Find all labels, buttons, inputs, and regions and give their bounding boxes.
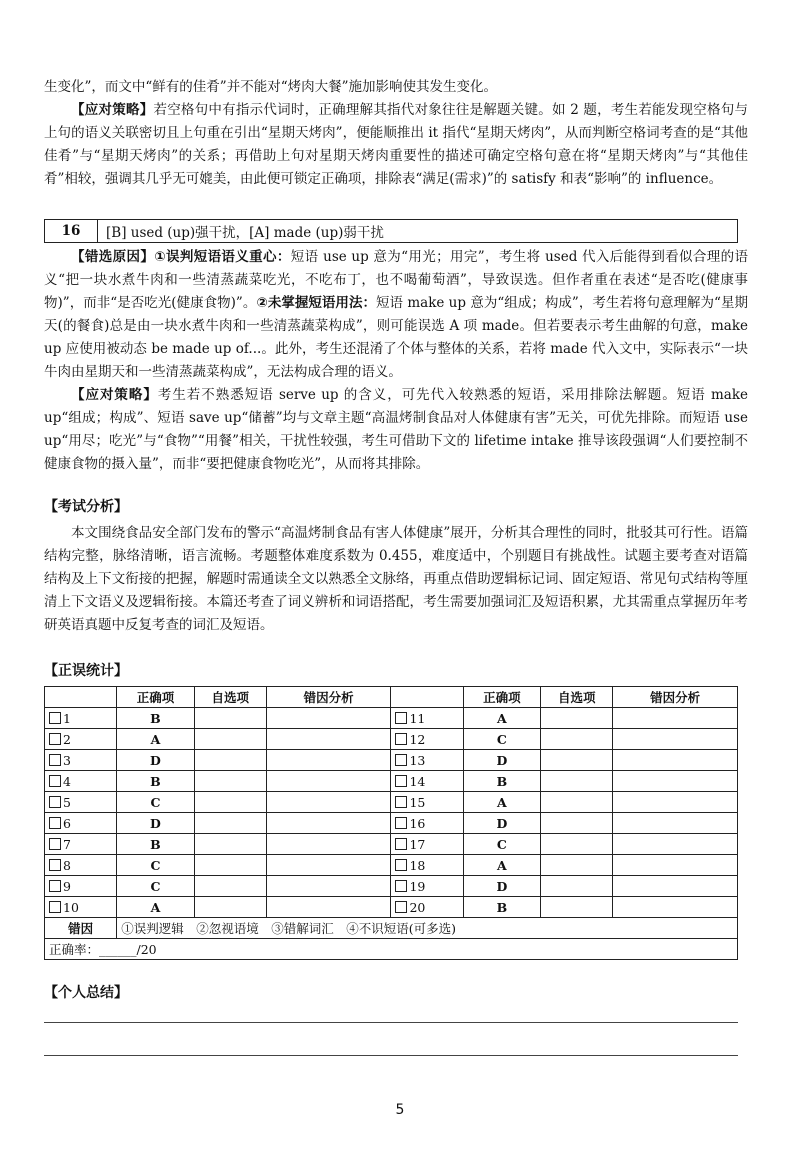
error-analysis-cell[interactable] xyxy=(266,855,391,876)
question-cell: 13 xyxy=(391,750,463,771)
checkbox[interactable] xyxy=(395,733,407,745)
strategy-paragraph xyxy=(44,99,748,191)
correct-answer: D xyxy=(117,813,194,834)
question-answer: [B] used (up)强干扰，[A] made (up)弱干扰 xyxy=(106,225,384,241)
checkbox[interactable] xyxy=(49,901,61,913)
self-answer-cell[interactable] xyxy=(194,750,266,771)
correct-answer: D xyxy=(463,876,540,897)
accuracy-label: 正确率：______/20 xyxy=(45,939,738,960)
table-row xyxy=(45,876,738,897)
error-analysis-cell[interactable] xyxy=(613,708,738,729)
self-answer-cell[interactable] xyxy=(541,708,613,729)
error-analysis-cell[interactable] xyxy=(613,876,738,897)
correct-answer: A xyxy=(463,792,540,813)
summary-line-2 xyxy=(44,1055,738,1056)
error-cause-row xyxy=(45,918,738,939)
error-analysis-cell[interactable] xyxy=(266,792,391,813)
checkbox[interactable] xyxy=(49,796,61,808)
correct-answer: B xyxy=(117,708,194,729)
correct-answer: C xyxy=(463,834,540,855)
correct-answer: A xyxy=(463,708,540,729)
table-row xyxy=(45,771,738,792)
question-cell: 20 xyxy=(391,897,463,918)
error-label: 【错选原因】 xyxy=(71,249,155,265)
checkbox[interactable] xyxy=(395,712,407,724)
question-cell: 16 xyxy=(391,813,463,834)
question-cell: 15 xyxy=(391,792,463,813)
strategy-text: 若空格句中有指示代词时，正确理解其指代对象往往是解题关键。如 2 题，考生若能发现空格句与上句的语义关联密切且上句重在引出“星期天烤肉”，便能顺推出 it 指代“星期天烤肉”，从而判断空格词考查的是“其他佳肴”与“星期天烤肉”的关系；再借助上句对星期天烤肉重要性的描述可确定空格句意在将“星期天烤肉”与“其他佳肴”相较，强调其几乎无可媲美，由此便可锁定正确项，排除表“满足(需求)”的 satisfy 和表“影响”的 influence。 xyxy=(44,102,749,187)
self-answer-cell[interactable] xyxy=(541,729,613,750)
correct-answer: C xyxy=(117,876,194,897)
correct-answer: B xyxy=(463,771,540,792)
checkbox[interactable] xyxy=(395,817,407,829)
checkbox[interactable] xyxy=(395,859,407,871)
self-answer-cell[interactable] xyxy=(541,897,613,918)
correct-answer: D xyxy=(463,750,540,771)
tally-header-row xyxy=(45,687,738,708)
table-row xyxy=(45,750,738,771)
question-cell: 14 xyxy=(391,771,463,792)
analysis-text: 本文围绕食品安全部门发布的警示“高温烤制食品有害人体健康”展开，分析其合理性的同时，批驳其可行性。语篇结构完整，脉络清晰，语言流畅。考题整体难度系数为 0.455，难度适中，个别题目有挑战性。试题主要考查对语篇结构及上下文衔接的把握，解题时需通读全文以熟悉全文脉络，再重点借助逻辑标记词、固定短语、常见句式结构等厘清上下文语义及逻辑衔接。本篇还考查了词义辨析和词语搭配，考生需要加强词汇及短语积累，尤其需重点掌握历年考研英语真题中反复考查的词汇及短语。 xyxy=(44,525,748,633)
error-analysis-cell[interactable] xyxy=(613,834,738,855)
table-row xyxy=(45,813,738,834)
point2-label: ②未掌握短语用法： xyxy=(256,295,376,311)
header-correct-left: 正确项 xyxy=(117,687,194,708)
question-cell: 6 xyxy=(45,813,117,834)
question-cell: 4 xyxy=(45,771,117,792)
error-analysis-cell[interactable] xyxy=(613,792,738,813)
error-analysis-cell[interactable] xyxy=(613,855,738,876)
correct-answer: D xyxy=(463,813,540,834)
error-analysis-cell[interactable] xyxy=(266,813,391,834)
question-cell: 11 xyxy=(391,708,463,729)
self-answer-cell[interactable] xyxy=(541,771,613,792)
question-cell: 10 xyxy=(45,897,117,918)
error-analysis-cell[interactable] xyxy=(613,813,738,834)
question-cell: 18 xyxy=(391,855,463,876)
header-correct-right: 正确项 xyxy=(463,687,540,708)
error-cause-options: ①误判逻辑 ②忽视语境 ③错解词汇 ④不识短语(可多选) xyxy=(117,918,738,939)
checkbox[interactable] xyxy=(49,880,61,892)
checkbox[interactable] xyxy=(395,775,407,787)
question-cell: 17 xyxy=(391,834,463,855)
self-answer-cell[interactable] xyxy=(541,876,613,897)
question-cell: 7 xyxy=(45,834,117,855)
header-error-left: 错因分析 xyxy=(266,687,391,708)
tally-table xyxy=(44,686,738,960)
page-number: 5 xyxy=(395,1102,405,1118)
self-answer-cell[interactable] xyxy=(194,708,266,729)
correct-answer: B xyxy=(117,834,194,855)
correct-answer: A xyxy=(463,855,540,876)
self-answer-cell[interactable] xyxy=(194,729,266,750)
self-answer-cell[interactable] xyxy=(194,792,266,813)
correct-answer: C xyxy=(117,855,194,876)
error-analysis-cell[interactable] xyxy=(266,834,391,855)
checkbox[interactable] xyxy=(395,838,407,850)
correct-answer: D xyxy=(117,750,194,771)
point1-label: ①误判短语语义重心： xyxy=(154,249,291,265)
self-answer-cell[interactable] xyxy=(541,750,613,771)
self-answer-cell[interactable] xyxy=(194,897,266,918)
error-analysis-cell[interactable] xyxy=(266,771,391,792)
checkbox[interactable] xyxy=(49,817,61,829)
header-error-right: 错因分析 xyxy=(613,687,738,708)
summary-heading: 【个人总结】 xyxy=(44,985,128,1001)
self-answer-cell[interactable] xyxy=(541,855,613,876)
error-analysis-cell[interactable] xyxy=(266,708,391,729)
question-number: 16 xyxy=(45,220,98,242)
header-self-left: 自选项 xyxy=(194,687,266,708)
self-answer-cell[interactable] xyxy=(194,771,266,792)
table-row xyxy=(45,708,738,729)
analysis-heading: 【考试分析】 xyxy=(44,499,128,515)
table-row xyxy=(45,792,738,813)
checkbox[interactable] xyxy=(395,754,407,766)
accuracy-row xyxy=(45,939,738,960)
correct-answer: C xyxy=(117,792,194,813)
checkbox[interactable] xyxy=(395,901,407,913)
correct-answer: B xyxy=(117,771,194,792)
correct-answer: A xyxy=(117,729,194,750)
question-cell: 3 xyxy=(45,750,117,771)
question-cell: 19 xyxy=(391,876,463,897)
strategy2-label: 【应对策略】 xyxy=(71,387,158,403)
error-analysis-cell[interactable] xyxy=(613,750,738,771)
checkbox[interactable] xyxy=(49,859,61,871)
self-answer-cell[interactable] xyxy=(194,834,266,855)
error-analysis-cell[interactable] xyxy=(613,897,738,918)
self-answer-cell[interactable] xyxy=(194,876,266,897)
checkbox[interactable] xyxy=(49,838,61,850)
error-analysis-cell[interactable] xyxy=(266,897,391,918)
error-analysis-cell[interactable] xyxy=(266,876,391,897)
stats-heading: 【正误统计】 xyxy=(44,663,128,679)
checkbox[interactable] xyxy=(395,880,407,892)
top-paragraph xyxy=(44,76,748,191)
table-row xyxy=(45,729,738,750)
error-paragraph xyxy=(44,246,748,476)
table-row xyxy=(45,834,738,855)
table-row xyxy=(45,897,738,918)
self-answer-cell[interactable] xyxy=(541,813,613,834)
question-cell: 9 xyxy=(45,876,117,897)
continuation-line: 生变化”，而文中“鲜有的佳肴”并不能对“烤肉大餐”施加影响使其发生变化。 xyxy=(44,79,498,95)
correct-answer: B xyxy=(463,897,540,918)
self-answer-cell[interactable] xyxy=(194,855,266,876)
question-16-box xyxy=(44,219,738,243)
question-cell: 8 xyxy=(45,855,117,876)
checkbox[interactable] xyxy=(49,712,61,724)
summary-line-1 xyxy=(44,1022,738,1023)
checkbox[interactable] xyxy=(49,775,61,787)
question-cell: 1 xyxy=(45,708,117,729)
question-cell: 2 xyxy=(45,729,117,750)
self-answer-cell[interactable] xyxy=(541,834,613,855)
error-analysis-cell[interactable] xyxy=(613,729,738,750)
checkbox[interactable] xyxy=(395,796,407,808)
header-self-right: 自选项 xyxy=(541,687,613,708)
strategy-label: 【应对策略】 xyxy=(71,102,154,118)
checkbox[interactable] xyxy=(49,733,61,745)
error-analysis-cell[interactable] xyxy=(266,750,391,771)
self-answer-cell[interactable] xyxy=(194,813,266,834)
correct-answer: C xyxy=(463,729,540,750)
point2-text: 短语 make up 意为“组成；构成”，考生若将句意理解为“星期天(的餐食)总是由一块水煮牛肉和一些清蒸蔬菜构成”，则可能误选 A 项 made。但若要表示考生曲解的句意，make up 应使用被动态 be made up of...。此外，考生还混淆了个体与整体的关系，若将 made 代入文中，实际表示“一块牛肉由星期天和一些清蒸蔬菜构成”，无法构成合理的语义。 xyxy=(44,295,748,380)
question-cell: 5 xyxy=(45,792,117,813)
table-row xyxy=(45,855,738,876)
question-cell: 12 xyxy=(391,729,463,750)
strategy2-text: 考生若不熟悉短语 serve up 的含义，可先代入较熟悉的短语，采用排除法解题。短语 make up“组成；构成”、短语 save up“储蓄”均与文章主题“高温烤制食品对人体健康有害”无关，可优先排除。而短语 use up“用尽；吃光”与“食物”“用餐”相关，干扰性较强，考生可借助下文的 lifetime intake 推导该段强调“人们要控制不健康食物的摄入量”，而非“要把健康食物吃光”，从而将其排除。 xyxy=(44,387,748,472)
checkbox[interactable] xyxy=(49,754,61,766)
point1-text: 短语 use up 意为“用光；用完”，考生将 used 代入后能得到看似合理的语义“把一块水煮牛肉和一些清蒸蔬菜吃光，不吃布丁，也不喝葡萄酒”，导致误选。但作者重在表述“是否吃(健康事物)”，而非“是否吃光(健康食物)”。 xyxy=(44,249,749,311)
self-answer-cell[interactable] xyxy=(541,792,613,813)
error-analysis-cell[interactable] xyxy=(613,771,738,792)
error-analysis-cell[interactable] xyxy=(266,729,391,750)
error-cause-label: 错因 xyxy=(45,918,117,939)
correct-answer: A xyxy=(117,897,194,918)
